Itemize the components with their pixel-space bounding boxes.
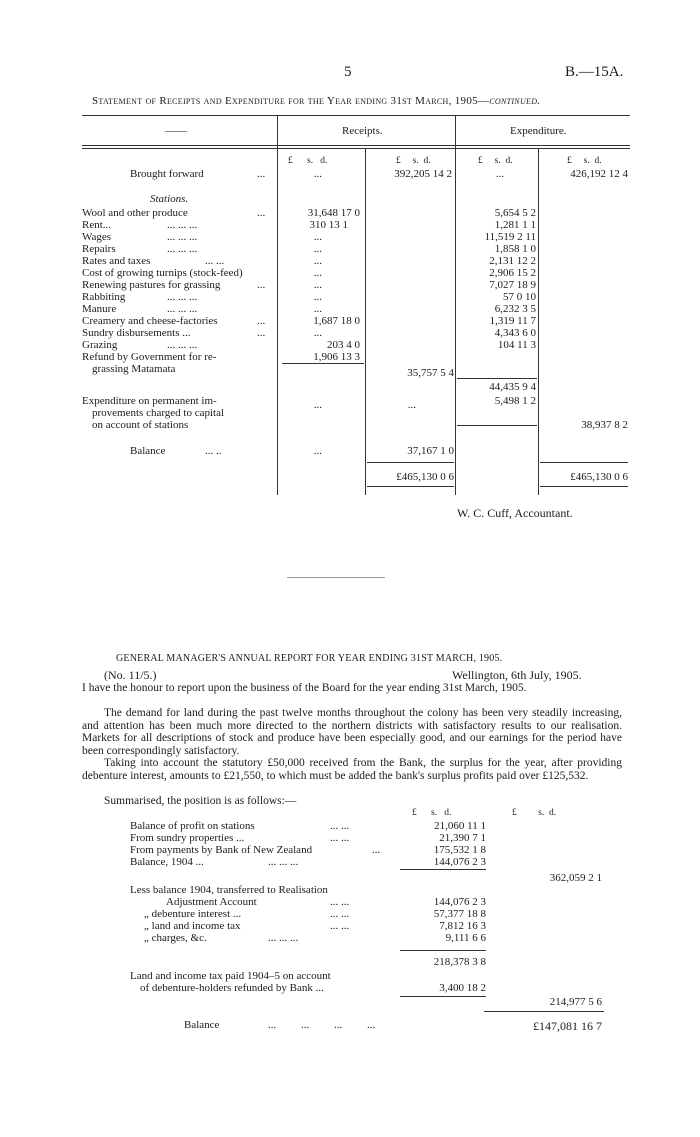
row-dots: ... ... ... bbox=[167, 303, 198, 315]
receipts-total: £465,130 0 6 bbox=[396, 471, 454, 483]
row-receipt: ... bbox=[313, 303, 322, 315]
row-label: Wool and other produce bbox=[82, 207, 188, 219]
document-reference: B.—15A. bbox=[565, 64, 624, 80]
row-receipt: 1,906 13 3 bbox=[313, 351, 360, 363]
accountant-signature: W. C. Cuff, Accountant. bbox=[457, 506, 573, 520]
statement-balance-r2: 37,167 1 0 bbox=[407, 445, 454, 457]
summary-item-value: 21,060 11 1 bbox=[434, 820, 486, 832]
summary-head-2: £ s. d. bbox=[512, 808, 557, 818]
row-receipt: 310 13 1 bbox=[309, 219, 348, 231]
row-expenditure: 11,519 2 11 bbox=[484, 231, 536, 243]
row-expenditure: 2,131 12 2 bbox=[489, 255, 536, 267]
report-title: GENERAL MANAGER'S ANNUAL REPORT FOR YEAR ENDING 31ST MARCH, 1905. bbox=[116, 653, 503, 664]
report-balance-value: £147,081 16 7 bbox=[533, 1019, 602, 1033]
perm-improvements-line-2: provements charged to capital bbox=[92, 407, 225, 419]
summary-item-dots: ... ... bbox=[330, 820, 350, 832]
col-divider-2 bbox=[365, 148, 366, 495]
expenditure-total-rule bbox=[540, 462, 628, 463]
row-expenditure: 57 0 10 bbox=[503, 291, 536, 303]
col-head-receipts: Receipts. bbox=[342, 125, 383, 137]
tax-line-1: Land and income tax paid 1904–5 on account bbox=[130, 970, 331, 982]
col-head-expenditure: Expenditure. bbox=[510, 125, 567, 137]
receipts-subtotal-rule bbox=[282, 363, 364, 364]
less-item-label: „ land and income tax bbox=[144, 920, 241, 932]
brought-forward-dots: ... bbox=[257, 168, 266, 180]
row-label: Repairs bbox=[82, 243, 116, 255]
row-expenditure: 7,027 18 9 bbox=[489, 279, 536, 291]
perm-improvements-e1: 5,498 1 2 bbox=[494, 395, 536, 407]
refund-continuation: grassing Matamata bbox=[92, 363, 176, 375]
row-label: Renewing pastures for grassing bbox=[82, 279, 221, 291]
summary-sum2: 214,977 5 6 bbox=[549, 996, 602, 1008]
statement-title-suffix: continued. bbox=[489, 95, 541, 107]
currency-head-e1: £ s. d. bbox=[478, 156, 513, 166]
report-ref: (No. 11/5.) bbox=[104, 668, 157, 682]
summary-item-dots: ... ... bbox=[330, 832, 350, 844]
perm-improvements-rule bbox=[457, 425, 537, 426]
row-receipt: ... bbox=[313, 231, 322, 243]
row-label: Grazing bbox=[82, 339, 118, 351]
row-label: Manure bbox=[82, 303, 117, 315]
table-top-rule bbox=[82, 115, 630, 116]
summary-item-dots: ... bbox=[372, 844, 381, 856]
summary-item-label: From payments by Bank of New Zealand bbox=[130, 844, 313, 856]
report-place-date: Wellington, 6th July, 1905. bbox=[452, 668, 582, 682]
row-dots: ... ... ... bbox=[167, 243, 198, 255]
report-para-4: Summarised, the position is as follows:— bbox=[104, 795, 297, 807]
row-receipt: ... bbox=[313, 291, 322, 303]
currency-head-e2: £ s. d. bbox=[567, 156, 602, 166]
row-expenditure: 104 11 3 bbox=[497, 339, 536, 351]
row-label: Cost of growing turnips (stock-feed) bbox=[82, 267, 243, 279]
summary-item-value: 144,076 2 3 bbox=[433, 856, 486, 868]
row-expenditure: 1,281 1 1 bbox=[494, 219, 536, 231]
row-dots: ... ... ... bbox=[167, 291, 198, 303]
summary-item-dots: ... ... ... bbox=[268, 856, 299, 868]
brought-forward-r2: 392,205 14 2 bbox=[394, 168, 452, 180]
less-item-value: 9,111 6 6 bbox=[445, 932, 486, 944]
tax-line-2: of debenture-holders refunded by Bank ... bbox=[140, 982, 324, 994]
col-head-dash: —— bbox=[165, 125, 187, 137]
row-expenditure: 2,906 15 2 bbox=[489, 267, 536, 279]
currency-head-r2: £ s. d. bbox=[396, 156, 431, 166]
expenditure-total: £465,130 0 6 bbox=[570, 471, 628, 483]
statement-title bbox=[92, 95, 540, 107]
row-receipt: 31,648 17 0 bbox=[307, 207, 360, 219]
row-dots: ... ... ... bbox=[167, 219, 198, 231]
brought-forward-e2: 426,192 12 4 bbox=[570, 168, 628, 180]
row-expenditure: 1,858 1 0 bbox=[494, 243, 536, 255]
receipts-total-rule bbox=[367, 462, 454, 463]
receipts-total-underline bbox=[367, 486, 454, 487]
currency-head-r1: £ s. d. bbox=[288, 156, 328, 166]
statement-title-text: Statement of Receipts and Expenditure for the Year ending 31st March, 1905— bbox=[92, 95, 490, 107]
row-receipt: ... bbox=[313, 243, 322, 255]
statement-balance-label: Balance bbox=[130, 445, 166, 457]
row-dots: ... bbox=[257, 207, 266, 219]
summary-sum1: 362,059 2 1 bbox=[549, 872, 602, 884]
row-expenditure: 5,654 5 2 bbox=[494, 207, 536, 219]
summary-head-1: £ s. d. bbox=[412, 808, 452, 818]
row-receipt: ... bbox=[313, 255, 322, 267]
row-dots: ... bbox=[257, 279, 266, 291]
expenditure-subtotal: 44,435 9 4 bbox=[489, 381, 536, 393]
less-item-label: Adjustment Account bbox=[166, 896, 257, 908]
page-number: 5 bbox=[344, 64, 352, 80]
less-item-label: „ charges, &c. bbox=[144, 932, 207, 944]
col-divider-4 bbox=[538, 148, 539, 495]
less-item-label: „ debenture interest ... bbox=[144, 908, 242, 920]
less-item-dots: ... ... bbox=[330, 920, 350, 932]
less-item-value: 144,076 2 3 bbox=[433, 896, 486, 908]
report-balance-dots: ... ... ... ... bbox=[268, 1019, 376, 1031]
row-expenditure: 1,319 11 7 bbox=[489, 315, 536, 327]
perm-improvements-line-1: Expenditure on permanent im- bbox=[82, 395, 217, 407]
row-label: Rent... bbox=[82, 219, 112, 231]
summary-item-label: From sundry properties ... bbox=[130, 832, 245, 844]
report-balance-rule bbox=[484, 1011, 604, 1012]
row-dots: ... ... ... bbox=[167, 231, 198, 243]
expenditure-subtotal-rule bbox=[457, 378, 537, 379]
row-receipt: ... bbox=[313, 279, 322, 291]
perm-improvements-r2: ... bbox=[407, 399, 416, 411]
row-label: Rabbiting bbox=[82, 291, 126, 303]
row-receipt: 203 4 0 bbox=[327, 339, 360, 351]
report-para-3: Taking into account the statutory £50,000 received from the Bank, the surplus for the year, after providing debenture interest, amounts to £21,550, to which must be added the bank's surplus profits paid over £125,532. bbox=[82, 757, 622, 782]
report-balance-label: Balance bbox=[184, 1019, 220, 1031]
row-dots: ... ... ... bbox=[167, 339, 198, 351]
less-heading: Less balance 1904, transferred to Realisation bbox=[130, 884, 328, 896]
row-expenditure: 6,232 3 5 bbox=[494, 303, 536, 315]
perm-improvements-r1: ... bbox=[313, 399, 322, 411]
brought-forward-r1: ... bbox=[313, 168, 322, 180]
less-item-value: 7,812 16 3 bbox=[439, 920, 486, 932]
row-expenditure: 4,343 6 0 bbox=[494, 327, 536, 339]
statement-balance-r1: ... bbox=[313, 445, 322, 457]
brought-forward-e1: ... bbox=[495, 168, 504, 180]
less-total-rule bbox=[400, 950, 486, 951]
row-label: Wages bbox=[82, 231, 112, 243]
row-label: Refund by Government for re- bbox=[82, 351, 217, 363]
receipts-subtotal: 35,757 5 4 bbox=[407, 367, 454, 379]
table-header-rule-2 bbox=[82, 148, 630, 149]
row-receipt: ... bbox=[313, 267, 322, 279]
row-label: Rates and taxes bbox=[82, 255, 151, 267]
summary-item-value: 21,390 7 1 bbox=[439, 832, 486, 844]
perm-improvements-line-3: on account of stations bbox=[92, 419, 189, 431]
row-dots: ... bbox=[257, 315, 266, 327]
row-label: Creamery and cheese-factories bbox=[82, 315, 218, 327]
statement-balance-dots: ... .. bbox=[205, 445, 222, 457]
summary-item-label: Balance, 1904 ... bbox=[130, 856, 204, 868]
less-item-dots: ... ... ... bbox=[268, 932, 299, 944]
less-item-dots: ... ... bbox=[330, 908, 350, 920]
row-dots: ... bbox=[257, 327, 266, 339]
row-dots: ... ... bbox=[205, 255, 225, 267]
report-para-2: The demand for land during the past twelve months throughout the colony has been very steadily increasing, and attention has been much more directed to the northern districts with satisfactory results to our realisation. Markets for all descriptions of stock and produce have been especially good, and our earnings for the period have been correspondingly satisfactory. bbox=[82, 707, 622, 757]
brought-forward-label: Brought forward bbox=[130, 168, 204, 180]
tax-value: 3,400 18 2 bbox=[439, 982, 486, 994]
summary-sum1-rule bbox=[400, 869, 486, 870]
less-total: 218,378 3 8 bbox=[433, 956, 486, 968]
table-header-rule bbox=[82, 145, 630, 146]
report-para-1: I have the honour to report upon the business of the Board for the year ending 31st March, 1905. bbox=[82, 682, 527, 694]
col-divider-1 bbox=[277, 115, 278, 495]
summary-item-label: Balance of profit on stations bbox=[130, 820, 255, 832]
row-receipt: ... bbox=[313, 327, 322, 339]
less-item-value: 57,377 18 8 bbox=[433, 908, 486, 920]
perm-improvements-e2: 38,937 8 2 bbox=[581, 419, 628, 431]
less-item-dots: ... ... bbox=[330, 896, 350, 908]
summary-item-value: 175,532 1 8 bbox=[433, 844, 486, 856]
expenditure-total-underline bbox=[540, 486, 628, 487]
section-divider bbox=[287, 577, 385, 578]
row-receipt: 1,687 18 0 bbox=[313, 315, 360, 327]
row-label: Sundry disbursements ... bbox=[82, 327, 191, 339]
stations-heading: Stations. bbox=[150, 193, 189, 205]
tax-rule bbox=[400, 996, 486, 997]
